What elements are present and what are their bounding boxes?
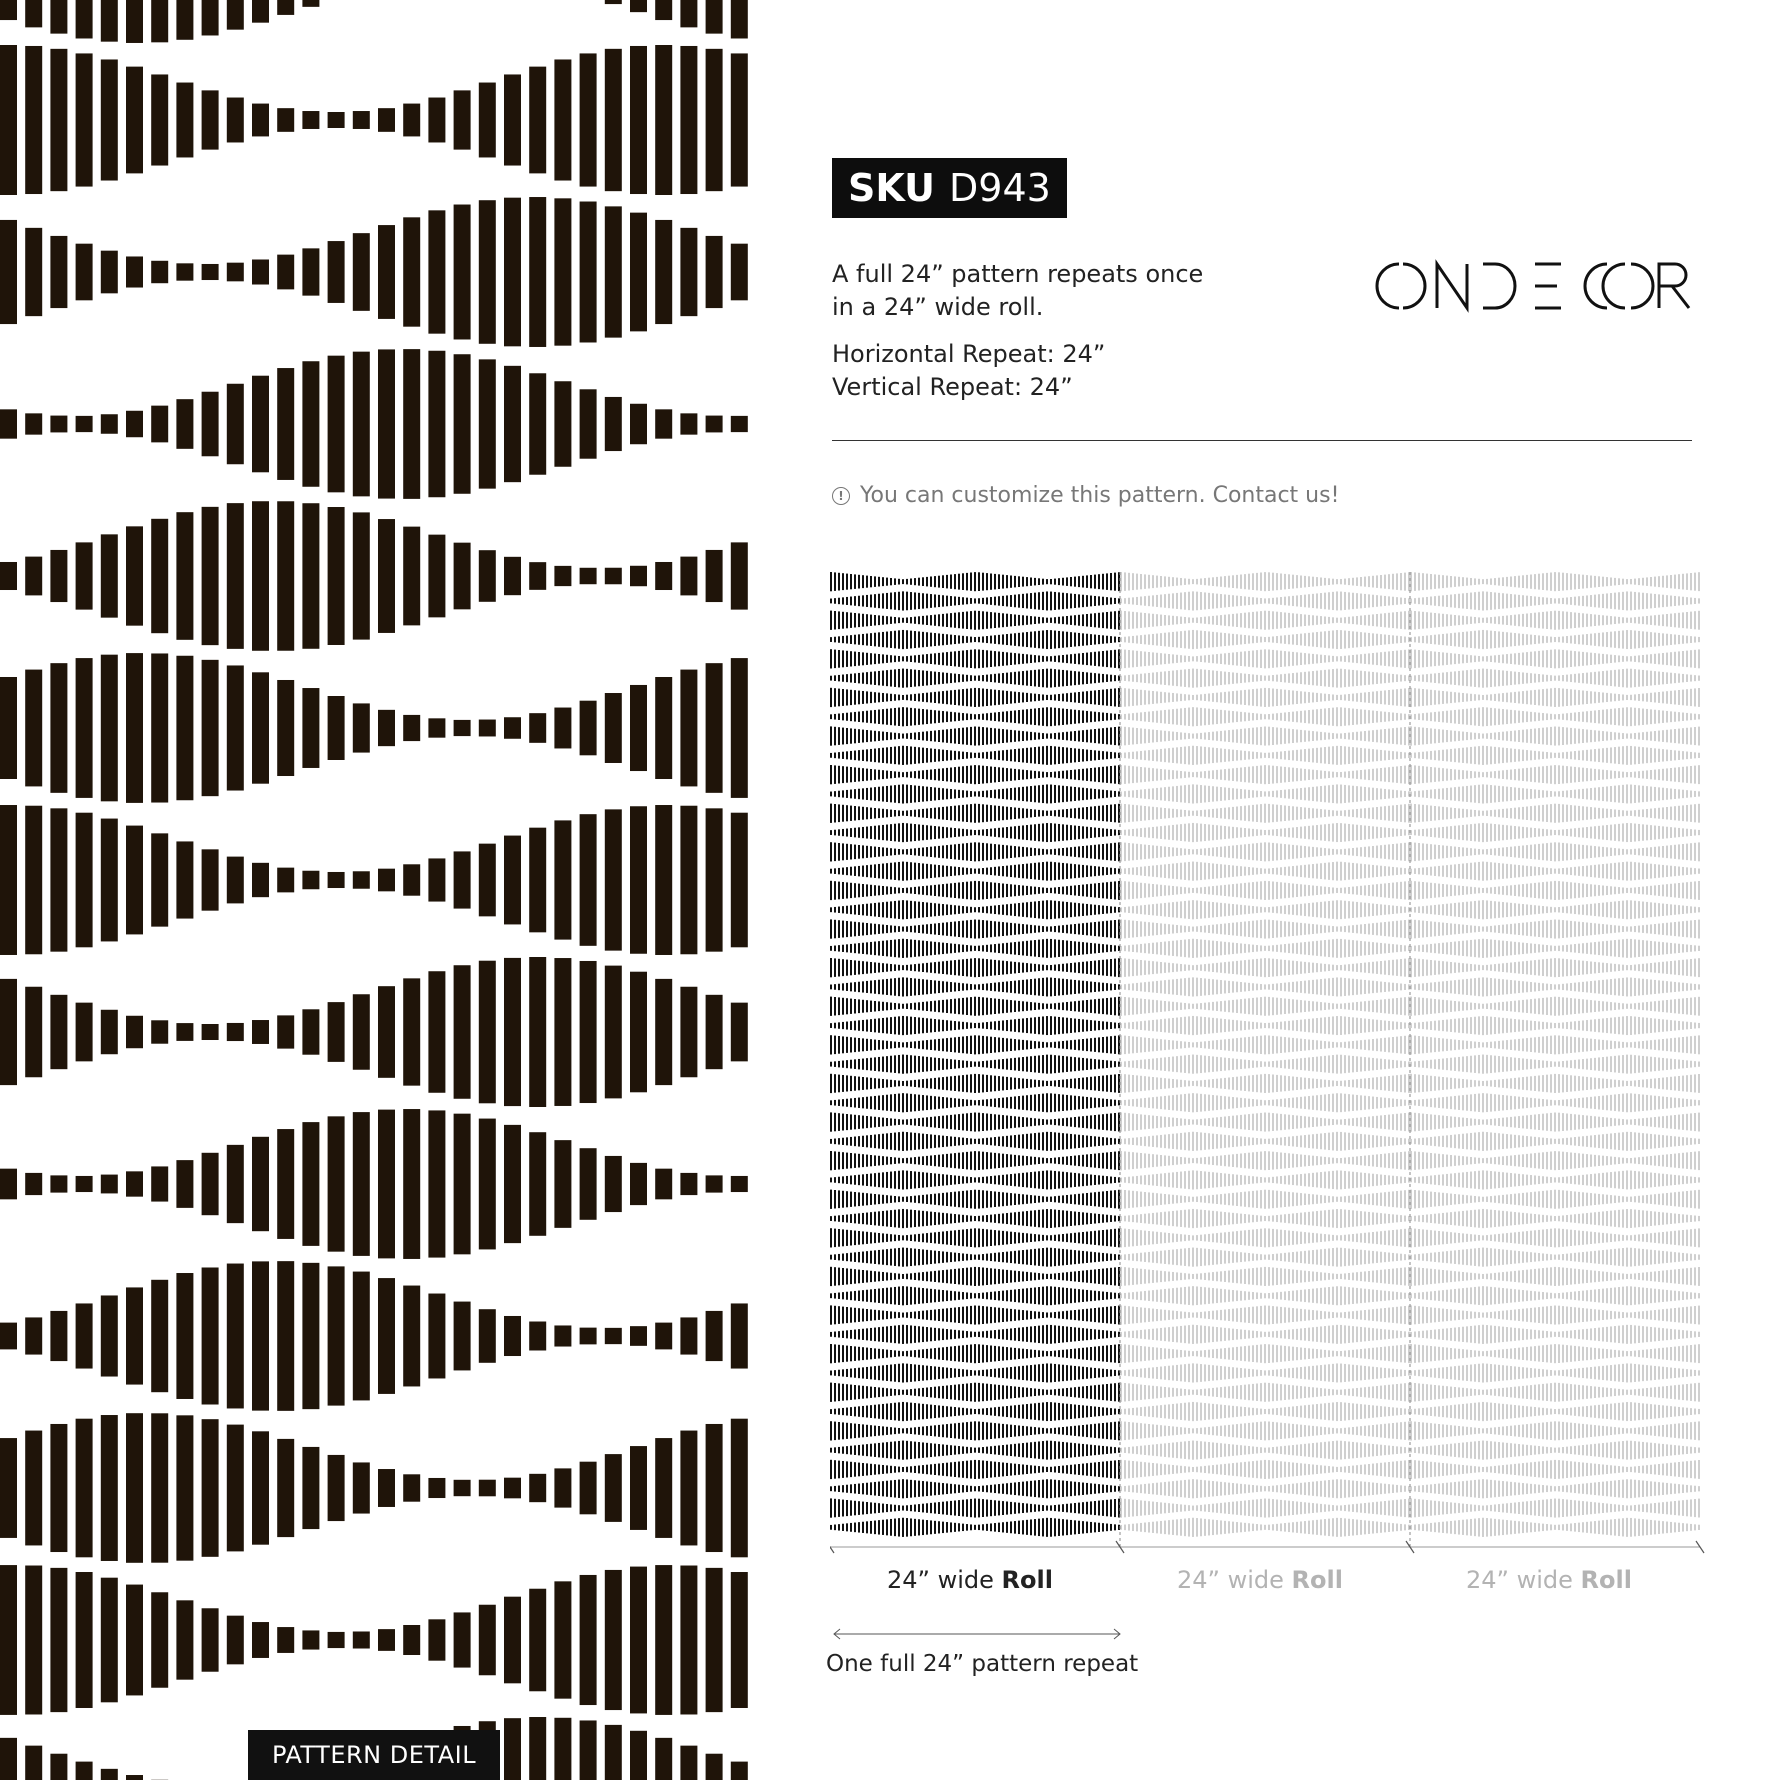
repeat-description-line2: in a 24” wide roll. bbox=[832, 293, 1044, 321]
pattern-row bbox=[0, 653, 748, 803]
info-icon: ! bbox=[832, 487, 850, 505]
customize-note bbox=[832, 483, 1339, 508]
pattern-detail-badge: PATTERN DETAIL bbox=[248, 1730, 500, 1780]
pattern-row bbox=[0, 1109, 748, 1259]
pattern-row bbox=[0, 805, 748, 955]
repeat-caption: One full 24” pattern repeat bbox=[826, 1651, 1139, 1677]
ondecor-logo bbox=[1375, 258, 1693, 314]
repeat-description-line1: A full 24” pattern repeats once bbox=[832, 260, 1204, 288]
repeat-info bbox=[832, 258, 1203, 404]
pattern-row bbox=[0, 957, 748, 1107]
pattern-row bbox=[0, 1565, 748, 1715]
pattern-row bbox=[0, 197, 748, 347]
horizontal-repeat: Horizontal Repeat: 24” bbox=[832, 340, 1106, 368]
roll-preview bbox=[830, 572, 1710, 1562]
roll-label-2: 24” wide Roll bbox=[1177, 1566, 1343, 1594]
pattern-row bbox=[0, 501, 748, 651]
repeat-arrow bbox=[832, 1626, 1122, 1642]
pattern-detail-image bbox=[0, 0, 748, 1780]
roll-dimension-line bbox=[830, 1541, 1704, 1553]
pattern-row bbox=[0, 349, 748, 499]
pattern-row bbox=[0, 0, 748, 43]
sku-badge bbox=[832, 158, 1067, 218]
vertical-repeat: Vertical Repeat: 24” bbox=[832, 373, 1073, 401]
customize-text: You can customize this pattern. Contact us! bbox=[860, 483, 1340, 508]
pattern-row bbox=[0, 1261, 748, 1411]
pattern-row bbox=[0, 45, 748, 195]
roll-label-3: 24” wide Roll bbox=[1466, 1566, 1632, 1594]
roll-label-1: 24” wide Roll bbox=[887, 1566, 1053, 1594]
section-divider bbox=[832, 440, 1692, 441]
roll-panel-2 bbox=[1120, 572, 1410, 1537]
roll-panel-1 bbox=[830, 572, 1120, 1537]
sku-label: SKU bbox=[848, 166, 936, 210]
sku-code: D943 bbox=[949, 166, 1051, 210]
roll-panel-3 bbox=[1410, 572, 1700, 1537]
pattern-row bbox=[0, 1413, 748, 1563]
